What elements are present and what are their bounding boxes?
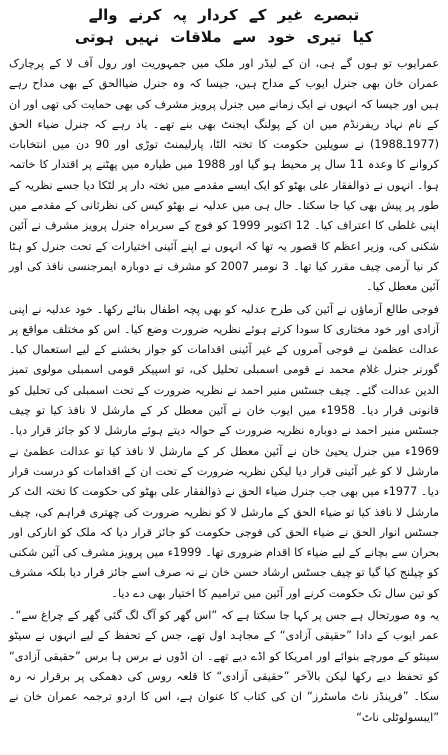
headline-line-2: کیا تیری خود سے ملاقات نہیں ہوتی [74, 28, 374, 46]
paragraph-2: فوجی طالع آزماؤں نے آئین کی طرح عدلیہ کو بھی پچہ اطفال بنائے رکھا۔ خود عدلیہ نے اپنی آزادی اور خود مختاری کا سودا کرتے ہوئے نظریہ ضرورت وضع کیا۔ اس کو مختلف مواقع پر عدالت عظمیٰ نے فوجی آمروں کے غیر آئینی اقدامات کو جواز بخشنے کے لیے استعمال کیا۔ گورنر جنرل غلام محمد نے قومی اسمبلی تحلیل کی، تو اسپیکر قومی اسمبلی مولوی تمیز الدین عدالت گئے۔ چیف جسٹس منیر احمد نے نظریہ ضرورت کے تحت اسمبلی کی تحلیل کو قانونی قرار دیا۔ 1958ء میں ایوب خان نے آئین معطل کر کے مارشل لا نافذ کیا تو چیف جسٹس منیر احمد نے دوبارہ نظریہ ضرورت کے حوالہ دیتے ہوئے مارشل لا کو جائز قرار دیا۔ 1969ء میں جنرل یحییٰ خان نے آئین معطل کر کے مارشل لا نافذ کیا تو عدالت عظمیٰ نے مارشل لا کو غیر آئینی قرار دیا لیکن نظریہ ضرورت کے تحت ان کے اقدامات کو درست قرار دیا۔ 1977ء میں بھی جب جنرل ضیاء الحق نے ذوالفقار علی بھٹو کی حکومت کا تختہ الٹ کر مارشل لا نافذ کیا تو ضیاء الحق کے مارشل لا کو نظریہ ضرورت کی چھتری فراہم کی، چیف جسٹس انوار الحق نے ضیاء الحق کی فوجی حکومت کو جائز قرار دیا کہ ملک کو انارکی اور بحران سے بچانے کے لیے ضیاء کا اقدام ضروری تھا۔ 1999ء میں پرویز مشرف کی آئین شکنی کو چیلنج کیا گیا تو چیف جسٹس ارشاد حسن خان نے نہ صرف اسے جائز قرار دیا بلکہ مشرف کو تین سال تک حکومت کرنے اور آئین میں ترامیم کا اختیار بھی دے دیا۔ [9, 302, 440, 600]
paragraph-3: یہ وہ صورتحال ہے جس پر کہا جا سکتا ہے کہ ”اس گھر کو آگ لگ گئی گھر کے چراغ سے“۔ عمر ایوب کے دادا ”حقیقی آزادی“ کے مجاہد اول تھے، جس کے تحفظ کے لیے انہوں نے سیٹو سینٹو کے مورچے بنوائے اور امریکا کو اڈے دیے تھے۔ ان اڈوں نے برس ہا برس ”حقیقی آزادی“ کو تحفظ دیے رکھا لیکن بالآخر ”حقیقی آزادی“ کا قلعہ روس کی دھمکی پر برقرار نہ رہ سکا۔ ”فرینڈز ناٹ ماسٹرز“ ان کی کتاب کا عنوان ہے، اس کا اردو ترجمہ عمران خان نے ”ایبسولوٹلی ناٹ“ [9, 609, 439, 724]
headline-line-1: تبصرے غیر کے کردار پہ کرنے والے [88, 6, 360, 24]
headline [9, 4, 439, 48]
paragraph-1: عمرایوب تو ہوں گے ہی، ان کے لیڈر اور ملک میں جمہوریت اور رول آف لا کے پرچارک عمران خان بھی جنرل ایوب کے مداح ہیں، جیسا کہ وہ جنرل ضیاالحق کے بھی مداح رہے ہیں اور جیسا کہ انہوں نے ایک زمانے میں جنرل پرویز مشرف کی بھی حمایت کی تھی اور ان کے نام نہاد ریفرنڈم میں ان کے پولنگ ایجنٹ بھی بنے تھے۔ یاد رہے کہ جنرل ضیاء الحق (1977ـ1988) نے سویلین حکومت کا تختہ الٹا، پارلیمنٹ توڑی اور 90 دن میں انتخابات کروانے کا وعدہ 11 سال پر محیط ہو گیا اور 1988 میں طیارہ میں پھٹنے پر اقتدار کا خاتمہ ہوا۔ انہوں نے ذوالفقار علی بھٹو کو ایک ایسے مقدمے میں تختہ دار پر لٹکا دیا جسے نظریہ کے طور پر پیش بھی کیا جا سکتا۔ حال ہی میں عدلیہ نے بھٹو کیس کی نظرثانی کے مقدمے میں اپنی غلطی کا اعتراف کیا۔ 12 اکتوبر 1999 کو فوج کے سربراہ جنرل پرویز مشرف نے آئین شکنی کی، وزیر اعظم کا قصور یہ تھا کہ انہوں نے اپنے آئینی اختیارات کے تحت جنرل کو ہٹا کر نیا آرمی چیف مقرر کیا تھا۔ 3 نومبر 2007 کو مشرف نے دوبارہ ایمرجنسی نافذ کی اور آئین معطل کیا۔ [9, 57, 440, 294]
article-body [9, 54, 439, 728]
